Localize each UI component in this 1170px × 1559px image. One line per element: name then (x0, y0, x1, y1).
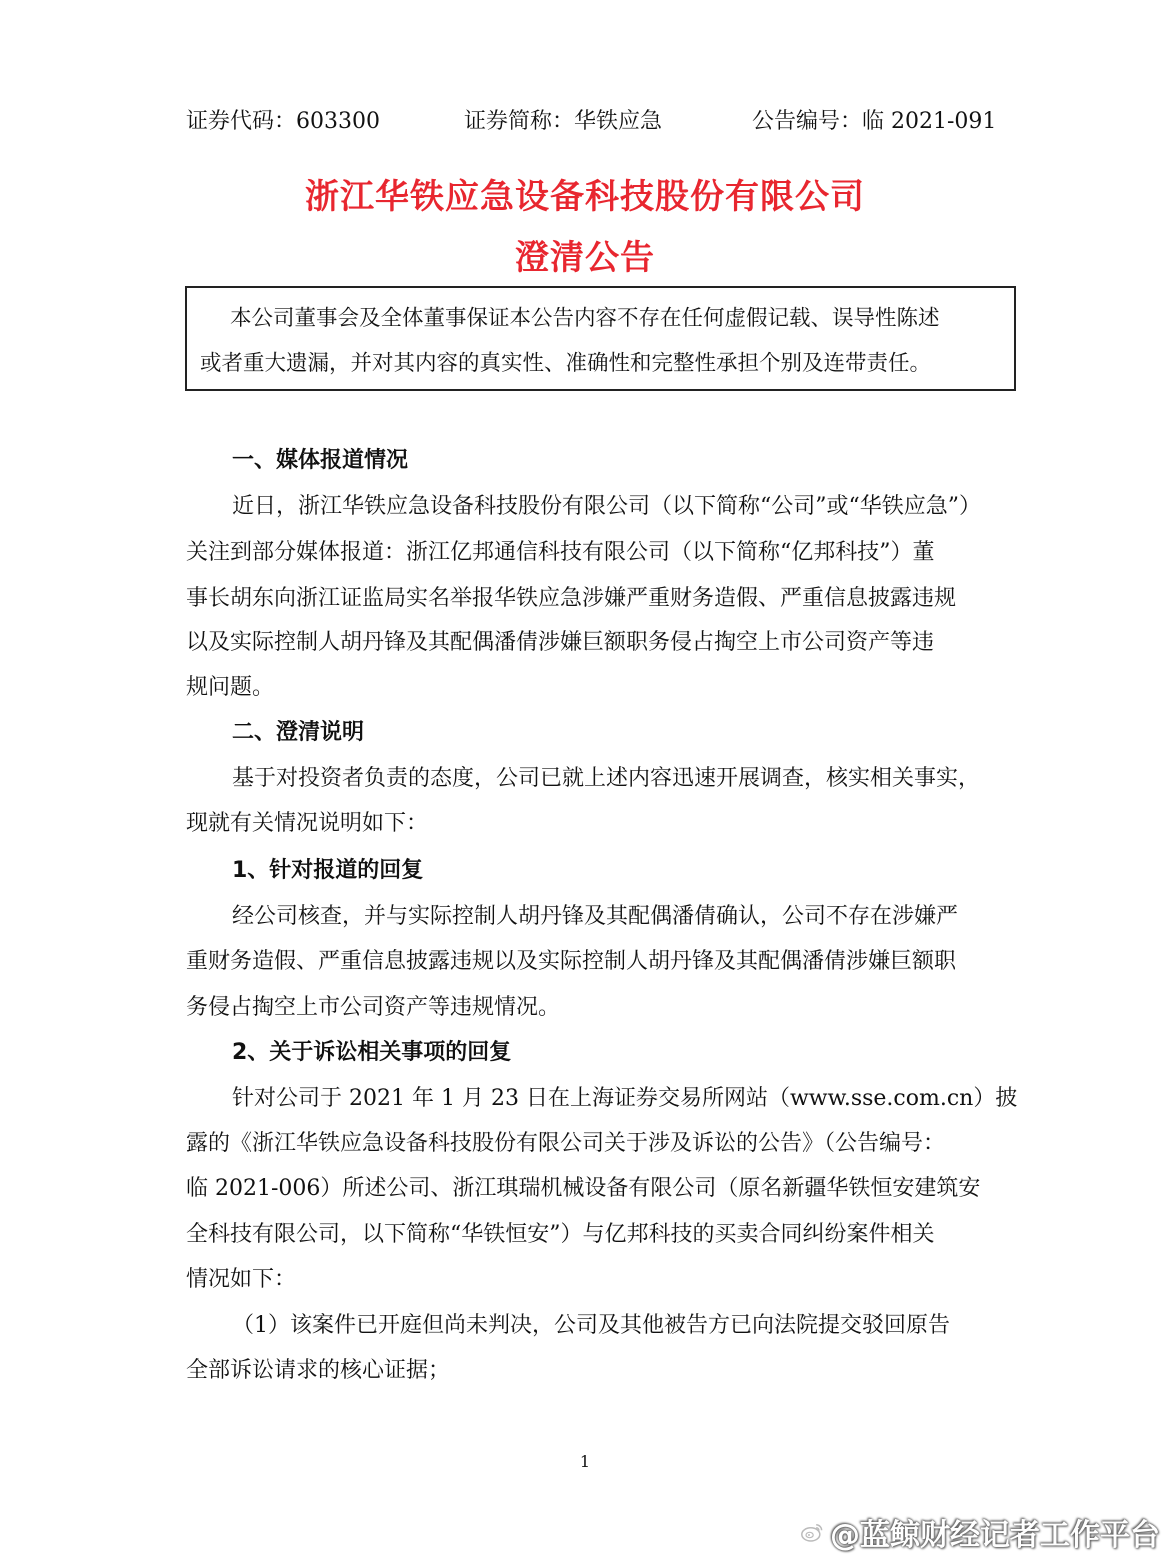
statement-line: 本公司董事会及全体董事保证本公告内容不存在任何虚假记载、误导性陈述 (230, 306, 940, 331)
subsection-heading: 2、关于诉讼相关事项的回复 (232, 1040, 512, 1065)
paragraph-line: 临 2021-006）所述公司、浙江琪瑞机械设备有限公司（原名新疆华铁恒安建筑安 (186, 1176, 981, 1201)
watermark (800, 1510, 1160, 1554)
paragraph-line: 关注到部分媒体报道：浙江亿邦通信科技有限公司（以下简称“亿邦科技”）董 (186, 540, 935, 565)
paragraph-line: 基于对投资者负责的态度，公司已就上述内容迅速开展调查，核实相关事实， (232, 766, 981, 791)
company-title: 浙江华铁应急设备科技股份有限公司 (305, 177, 865, 217)
paragraph-line: 情况如下： (186, 1267, 297, 1292)
statement-line: 或者重大遗漏，并对其内容的真实性、准确性和完整性承担个别及连带责任。 (200, 351, 932, 376)
paragraph-line: 近日，浙江华铁应急设备科技股份有限公司（以下简称“公司”或“华铁应急”） (232, 494, 981, 519)
paragraph-line: 针对公司于 2021 年 1 月 23 日在上海证券交易所网站（www.sse.com.cn）披 (232, 1086, 1018, 1111)
paragraph-line: 事长胡东向浙江证监局实名举报华铁应急涉嫌严重财务造假、严重信息披露违规 (186, 586, 957, 611)
statement-box (185, 286, 1016, 391)
section-heading: 二、澄清说明 (232, 720, 365, 745)
header-abbr: 证券简称：华铁应急 (464, 109, 663, 134)
paragraph-line: 全部诉讼请求的核心证据； (186, 1358, 451, 1383)
section-heading: 一、媒体报道情况 (232, 448, 409, 473)
paragraph-line: （1）该案件已开庭但尚未判决，公司及其他被告方已向法院提交驳回原告 (232, 1313, 950, 1338)
paragraph-line: 规问题。 (186, 675, 275, 700)
page-number: 1 (579, 1452, 591, 1471)
subsection-heading: 1、针对报道的回复 (232, 858, 424, 883)
paragraph-line: 以及实际控制人胡丹锋及其配偶潘倩涉嫌巨额职务侵占掏空上市公司资产等违 (186, 630, 935, 655)
watermark-text: @蓝鲸财经记者工作平台 (830, 1518, 1160, 1553)
paragraph-line: 现就有关情况说明如下： (186, 811, 429, 836)
paragraph-line: 务侵占掏空上市公司资产等违规情况。 (186, 995, 561, 1020)
weibo-icon (800, 1512, 824, 1552)
paragraph-line: 全科技有限公司，以下简称“华铁恒安”）与亿邦科技的买卖合同纠纷案件相关 (186, 1222, 935, 1247)
paragraph-line: 经公司核查，并与实际控制人胡丹锋及其配偶潘倩确认，公司不存在涉嫌严 (232, 904, 959, 929)
paragraph-line: 重财务造假、严重信息披露违规以及实际控制人胡丹锋及其配偶潘倩涉嫌巨额职 (186, 949, 957, 974)
header-number: 公告编号：临 2021-091 (752, 109, 997, 134)
announcement-title: 澄清公告 (515, 238, 655, 278)
paragraph-line: 露的《浙江华铁应急设备科技股份有限公司关于涉及诉讼的公告》（公告编号： (186, 1131, 946, 1156)
header-code: 证券代码：603300 (186, 109, 380, 134)
